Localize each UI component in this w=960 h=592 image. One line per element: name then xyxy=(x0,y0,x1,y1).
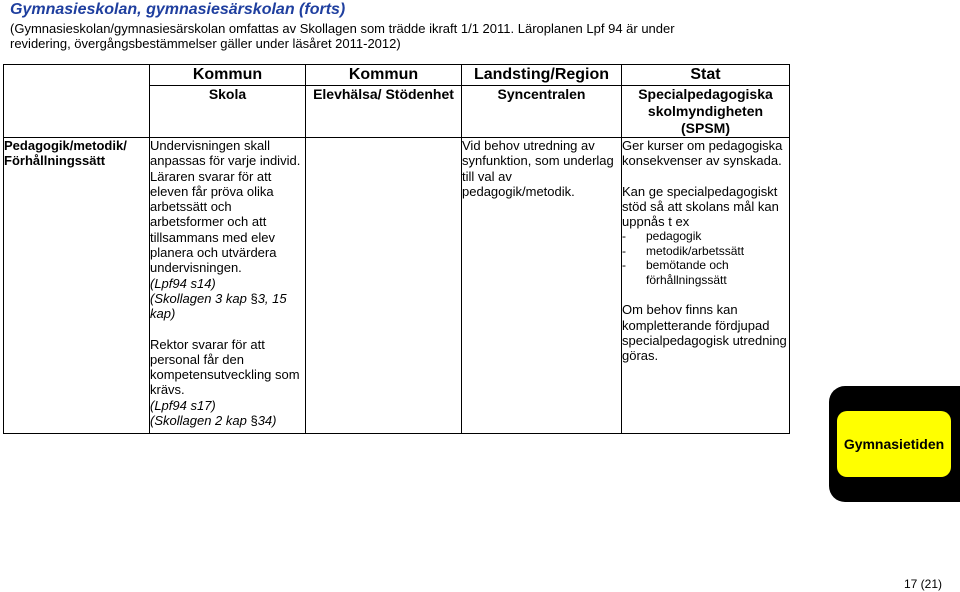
row-header-pedagogik: Pedagogik/metodik/ Förhållningssätt xyxy=(4,138,150,434)
level-header-stat: Stat xyxy=(622,65,790,86)
column-header-syncentralen: Syncentralen xyxy=(462,86,622,138)
skola-reference-1b: (Skollagen 3 kap §3, 15 kap) xyxy=(150,290,287,322)
table-row xyxy=(4,138,790,434)
column-header-row xyxy=(4,86,790,138)
list-item: - pedagogik xyxy=(622,229,702,244)
page-subtitle: (Gymnasieskolan/gymnasiesärskolan omfattas av Skollagen som trädde ikraft 1/1 2011. Läroplanen Lpf 94 är under revidering, övergångsbestämmelser gäller under läsåret 2011-2012) xyxy=(10,21,675,51)
level-header-kommun-2: Kommun xyxy=(306,65,462,86)
header-stub-2 xyxy=(4,86,150,138)
spsm-support-list xyxy=(622,229,789,287)
column-header-skola: Skola xyxy=(150,86,306,138)
responsibility-table xyxy=(3,64,790,434)
column-header-elevhalsa: Elevhälsa/ Stödenhet xyxy=(306,86,462,138)
page-title: Gymnasieskolan, gymnasiesärskolan (forts) xyxy=(10,1,346,18)
skola-paragraph-1: Undervisningen skall anpassas för varje individ. Läraren svarar för att eleven får pröva olika arbetssätt och arbetsformer och att tillsammans med elev planera och utvärdera undervisningen. xyxy=(150,138,301,276)
skola-reference-2b: (Skollagen 2 kap §34) xyxy=(150,413,277,429)
page-number: 17 (21) xyxy=(903,577,942,591)
cell-spsm xyxy=(622,138,790,434)
cell-syncentralen: Vid behov utredning av synfunktion, som underlag till val av pedagogik/metodik. xyxy=(462,138,622,434)
cell-skola xyxy=(150,138,306,434)
header-stub xyxy=(4,65,150,86)
spsm-paragraph-3: Om behov finns kan kompletterande fördjupad specialpedagogisk utredning göras. xyxy=(622,302,787,364)
level-header-landsting: Landsting/Region xyxy=(462,65,622,86)
column-header-spsm: Specialpedagogiska skolmyndigheten (SPSM) xyxy=(622,86,790,138)
level-header-row xyxy=(4,65,790,86)
skola-paragraph-2: Rektor svarar för att personal får den kompetensutveckling som krävs. xyxy=(150,336,300,398)
gymnasietiden-badge xyxy=(829,386,960,502)
level-header-kommun-1: Kommun xyxy=(150,65,306,86)
spsm-paragraph-2: Kan ge specialpedagogiskt stöd så att skolans mål kan uppnås t ex xyxy=(622,183,779,230)
gymnasietiden-label: Gymnasietiden xyxy=(837,411,951,477)
list-item: - metodik/arbetssätt xyxy=(622,243,745,258)
list-item: - bemötande och förhållningssätt xyxy=(622,258,729,287)
spsm-paragraph-1: Ger kurser om pedagogiska konsekvenser av synskada. xyxy=(622,138,783,169)
skola-reference-1a: (Lpf94 s14) xyxy=(150,275,216,291)
cell-elevhalsa xyxy=(306,138,462,434)
skola-reference-2a: (Lpf94 s17) xyxy=(150,397,216,413)
